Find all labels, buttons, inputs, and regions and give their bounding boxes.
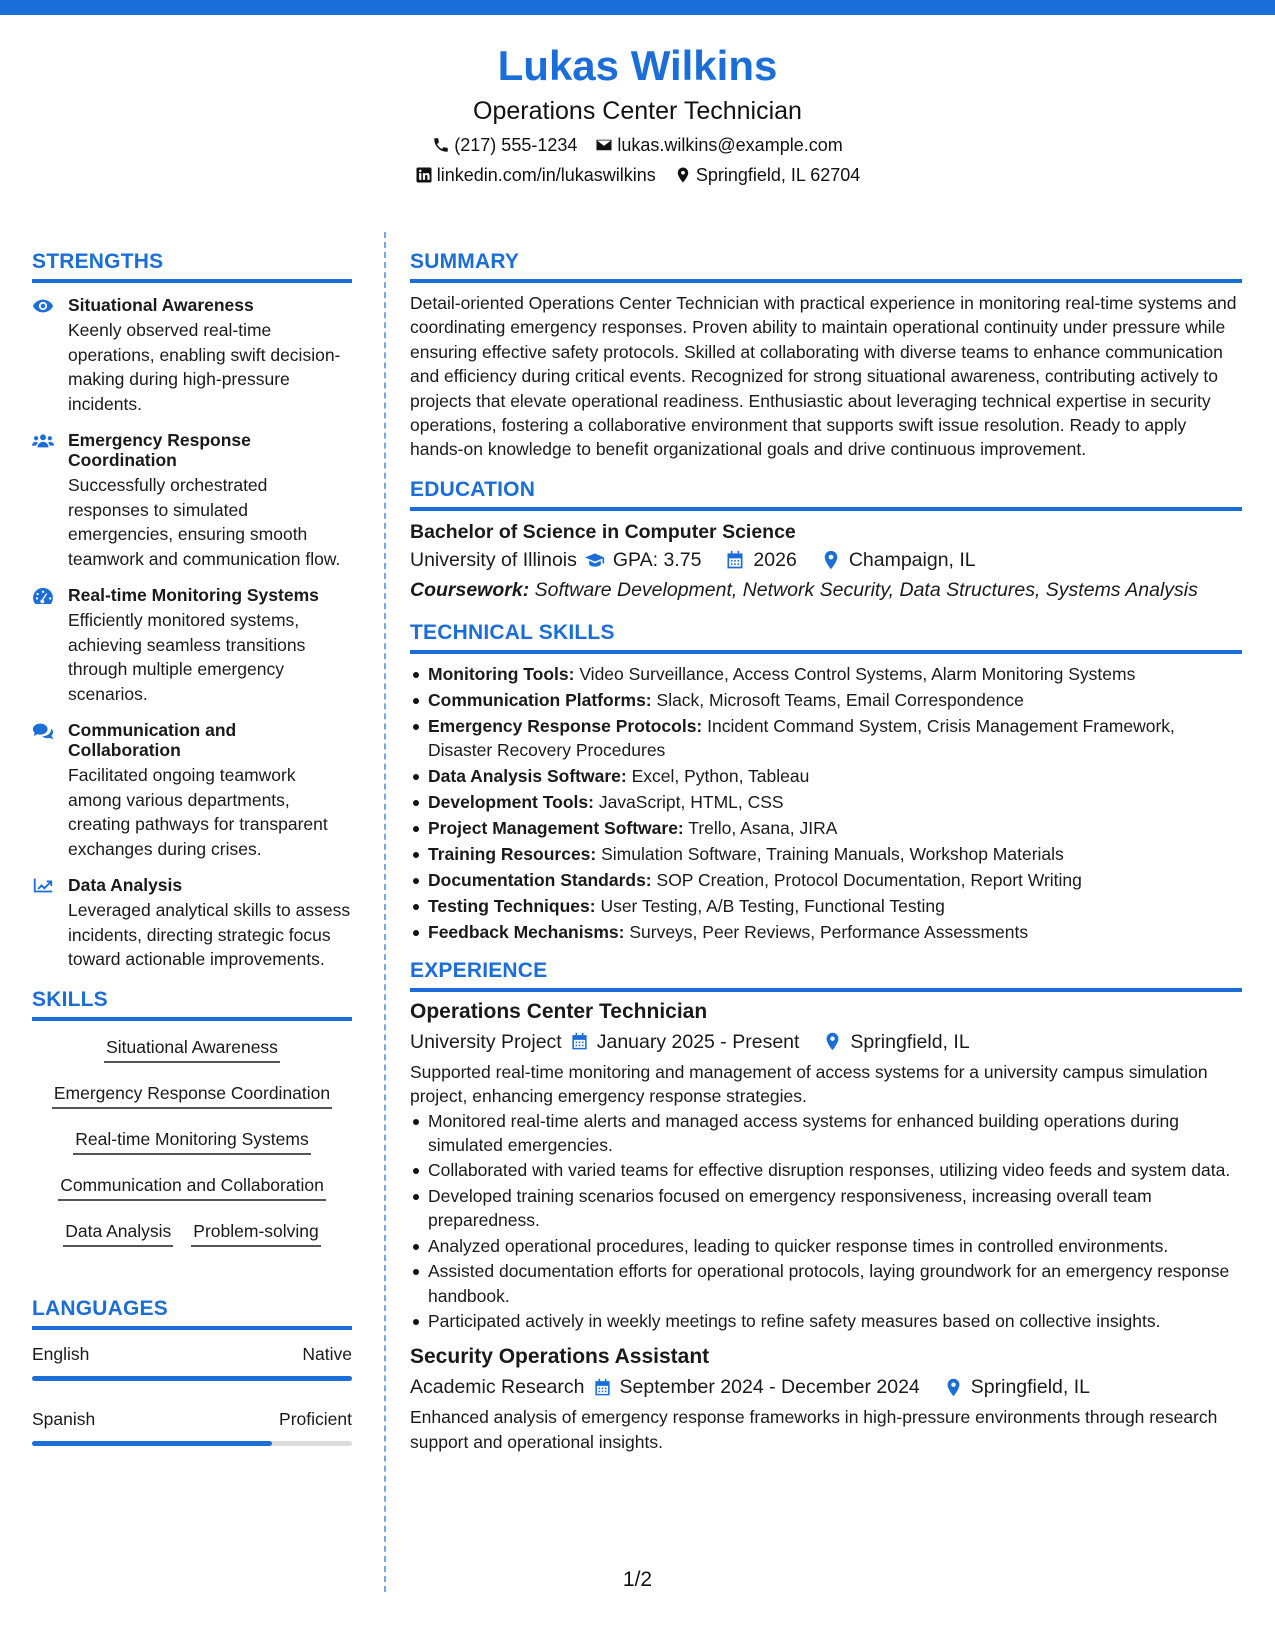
strength-desc: Efficiently monitored systems, achieving seamless transitions through multiple emergency scenarios.	[68, 610, 306, 704]
coursework-text: Software Development, Network Security, Data Structures, Systems Analysis	[534, 578, 1198, 601]
list-item	[410, 714, 1242, 763]
left-column	[32, 248, 352, 1476]
skill-tag: Communication and Collaboration	[58, 1173, 326, 1201]
skill-value: SOP Creation, Protocol Documentation, Report Writing	[656, 870, 1082, 891]
strength-item	[32, 585, 352, 706]
top-accent-bar	[0, 0, 1275, 15]
education-year: 2026	[753, 548, 797, 571]
list-item	[410, 816, 1242, 841]
phone-contact	[432, 132, 577, 158]
job-org: Academic Research	[410, 1376, 585, 1399]
job-title: Security Operations Assistant	[410, 1345, 710, 1369]
strength-item	[32, 875, 352, 972]
summary-section	[410, 248, 1242, 462]
linkedin-text: linkedin.com/in/lukaswilkins	[436, 165, 656, 185]
job-meta	[410, 1371, 1242, 1403]
job-title: Operations Center Technician	[410, 999, 708, 1023]
technical-skills-section	[410, 619, 1242, 945]
contact-row-1	[0, 132, 1275, 158]
job-dates: January 2025 - Present	[596, 1030, 800, 1053]
skill-tag: Problem-solving	[191, 1219, 320, 1247]
right-column	[410, 248, 1242, 1454]
language-proficiency-bar	[32, 1376, 352, 1381]
contact-row-2	[0, 162, 1275, 188]
skill-tag: Emergency Response Coordination	[52, 1081, 332, 1109]
strength-title: Situational Awareness	[68, 295, 254, 315]
page-number: 1/2	[622, 1568, 653, 1591]
skills-heading: SKILLS	[32, 987, 108, 1011]
strength-title: Communication and Collaboration	[68, 720, 237, 760]
list-item	[410, 894, 1242, 919]
list-item: Assisted documentation efforts for operational protocols, laying groundwork for an emergency response handbook.	[410, 1259, 1242, 1308]
skill-label: Training Resources:	[428, 844, 597, 865]
skill-label: Communication Platforms:	[428, 689, 652, 710]
graduation-cap-icon	[585, 550, 605, 570]
skill-value: Trello, Asana, JIRA	[688, 818, 838, 839]
technical-skills-heading: TECHNICAL SKILLS	[410, 620, 615, 644]
education-degree: Bachelor of Science in Computer Science	[410, 520, 796, 543]
skill-label: Feedback Mechanisms:	[428, 922, 625, 943]
section-rule	[32, 1017, 352, 1021]
skill-label: Data Analysis Software:	[428, 766, 627, 787]
language-item	[32, 1342, 352, 1381]
language-item	[32, 1407, 352, 1446]
technical-skills-list	[410, 662, 1242, 945]
map-pin-icon	[823, 1032, 842, 1051]
skills-section	[32, 986, 352, 1253]
skill-tag: Real-time Monitoring Systems	[73, 1127, 310, 1155]
gauge-icon	[32, 587, 54, 605]
section-rule	[32, 1326, 352, 1330]
job-dates: September 2024 - December 2024	[619, 1376, 920, 1399]
skill-value: Video Surveillance, Access Control Systems, Alarm Monitoring Systems	[579, 663, 1136, 684]
languages-section	[32, 1295, 352, 1446]
strength-item	[32, 720, 352, 861]
strength-title: Emergency Response Coordination	[68, 430, 251, 470]
candidate-name: Lukas Wilkins	[497, 42, 778, 89]
strength-item	[32, 430, 352, 571]
skill-value: Surveys, Peer Reviews, Performance Assessments	[629, 922, 1029, 943]
list-item	[410, 842, 1242, 867]
language-proficiency-fill	[32, 1376, 352, 1381]
strengths-section	[32, 248, 352, 972]
email-text: lukas.wilkins@example.com	[617, 135, 843, 155]
skill-label: Project Management Software:	[428, 818, 684, 839]
languages-heading: LANGUAGES	[32, 1296, 168, 1320]
phone-text: (217) 555-1234	[454, 135, 578, 155]
section-rule	[410, 279, 1242, 283]
education-meta	[410, 545, 1242, 575]
section-rule	[410, 988, 1242, 992]
education-heading: EDUCATION	[410, 477, 536, 501]
strength-desc: Keenly observed real-time operations, enabling swift decision-making during high-pressure incidents.	[68, 320, 341, 414]
list-item	[410, 790, 1242, 815]
skill-value: User Testing, A/B Testing, Functional Testing	[600, 896, 945, 917]
skill-label: Documentation Standards:	[428, 870, 652, 891]
strength-desc: Successfully orchestrated responses to simulated emergencies, ensuring smooth teamwork and communication flow.	[68, 475, 341, 569]
summary-text: Detail-oriented Operations Center Technician with practical experience in monitoring real-time systems and coordinating emergency responses. Proven ability to maintain operational continuity under pressure while ensuring effective safety protocols. Skilled at collaborating with diverse teams to enhance communication and efficiency during critical events. Recognized for strong situational awareness, contributing actively to projects that elevate operational readiness. Enthusiastic about leveraging technical expertise in security operations, fostering a collaborative environment that supports swift issue resolution. Ready to apply hands-on knowledge to benefit organizational goals and drive continuous improvement.	[410, 293, 1237, 460]
chart-line-icon	[32, 877, 54, 895]
strength-desc: Facilitated ongoing teamwork among various departments, creating pathways for transparent exchanges during crises.	[68, 765, 328, 859]
calendar-icon	[570, 1032, 589, 1051]
job-entry	[410, 1343, 1242, 1454]
language-name: English	[32, 1343, 90, 1364]
location-text: Springfield, IL 62704	[695, 165, 861, 185]
candidate-title: Operations Center Technician	[473, 97, 802, 125]
location-contact	[674, 162, 860, 188]
education-location: Champaign, IL	[848, 548, 976, 571]
list-item	[410, 868, 1242, 893]
skill-tag: Data Analysis	[63, 1219, 173, 1247]
skill-label: Testing Techniques:	[428, 896, 596, 917]
job-description: Enhanced analysis of emergency response frameworks in high-pressure environments through research support and operational insights.	[410, 1407, 1218, 1452]
skill-label: Development Tools:	[428, 792, 594, 813]
strength-item	[32, 295, 352, 416]
column-divider	[384, 232, 386, 1592]
skill-value: JavaScript, HTML, CSS	[598, 792, 784, 813]
list-item	[410, 662, 1242, 687]
linkedin-icon	[415, 166, 433, 184]
calendar-icon	[725, 550, 745, 570]
section-rule	[410, 507, 1242, 511]
skill-value: Excel, Python, Tableau	[631, 766, 810, 787]
education-section	[410, 476, 1242, 605]
list-item: Developed training scenarios focused on emergency responsiveness, increasing overall team preparedness.	[410, 1184, 1242, 1233]
education-school: University of Illinois	[410, 548, 577, 571]
map-pin-icon	[944, 1378, 963, 1397]
skill-value: Slack, Microsoft Teams, Email Correspondence	[656, 689, 1024, 710]
language-name: Spanish	[32, 1408, 96, 1429]
list-item: Collaborated with varied teams for effective disruption responses, utilizing video feeds and system data.	[410, 1158, 1242, 1182]
job-location: Springfield, IL	[970, 1376, 1091, 1399]
eye-icon	[32, 297, 54, 315]
experience-section	[410, 957, 1242, 1454]
list-item	[410, 920, 1242, 945]
linkedin-contact[interactable]	[415, 162, 656, 188]
skill-label: Emergency Response Protocols:	[428, 715, 703, 736]
strengths-heading: STRENGTHS	[32, 250, 164, 273]
job-description: Supported real-time monitoring and management of access systems for a university campus simulation project, enhancing emergency response strategies.	[410, 1061, 1208, 1107]
section-rule	[410, 650, 1242, 654]
envelope-icon	[595, 136, 613, 154]
list-item: Monitored real-time alerts and managed access systems for enhanced building operations during simulated emergencies.	[410, 1109, 1242, 1158]
phone-icon	[432, 136, 450, 154]
email-contact[interactable]	[595, 132, 842, 158]
education-coursework	[410, 575, 1242, 605]
map-pin-icon	[674, 166, 692, 184]
map-pin-icon	[821, 550, 841, 570]
experience-heading: EXPERIENCE	[410, 958, 548, 982]
skills-tags	[32, 1033, 352, 1253]
language-level: Proficient	[279, 1408, 352, 1429]
summary-heading: SUMMARY	[410, 250, 520, 273]
job-org: University Project	[410, 1030, 562, 1053]
users-icon	[32, 432, 54, 450]
strength-title: Data Analysis	[68, 875, 183, 895]
list-item: Participated actively in weekly meetings to refine safety measures based on collective insights.	[410, 1309, 1242, 1333]
strength-desc: Leveraged analytical skills to assess incidents, directing strategic focus toward actionable improvements.	[68, 900, 351, 969]
language-proficiency-fill	[32, 1441, 272, 1446]
language-proficiency-bar	[32, 1441, 352, 1446]
comments-icon	[32, 722, 54, 740]
job-location: Springfield, IL	[850, 1030, 970, 1053]
section-rule	[32, 279, 352, 283]
language-level: Native	[302, 1343, 352, 1364]
job-entry	[410, 998, 1242, 1333]
list-item: Analyzed operational procedures, leading to quicker response times in controlled environments.	[410, 1234, 1242, 1258]
job-bullets	[410, 1109, 1242, 1334]
job-meta	[410, 1026, 1242, 1058]
calendar-icon	[593, 1378, 612, 1397]
skill-tag: Situational Awareness	[104, 1035, 280, 1063]
coursework-label: Coursework:	[410, 578, 530, 601]
skill-label: Monitoring Tools:	[428, 663, 575, 684]
strength-title: Real-time Monitoring Systems	[68, 585, 319, 605]
list-item	[410, 688, 1242, 713]
education-gpa: GPA: 3.75	[612, 548, 702, 571]
skill-value: Incident Command System, Crisis Management Framework, Disaster Recovery Procedures	[428, 715, 1175, 761]
skill-value: Simulation Software, Training Manuals, Workshop Materials	[601, 844, 1064, 865]
list-item	[410, 764, 1242, 789]
resume-header	[0, 40, 1275, 188]
